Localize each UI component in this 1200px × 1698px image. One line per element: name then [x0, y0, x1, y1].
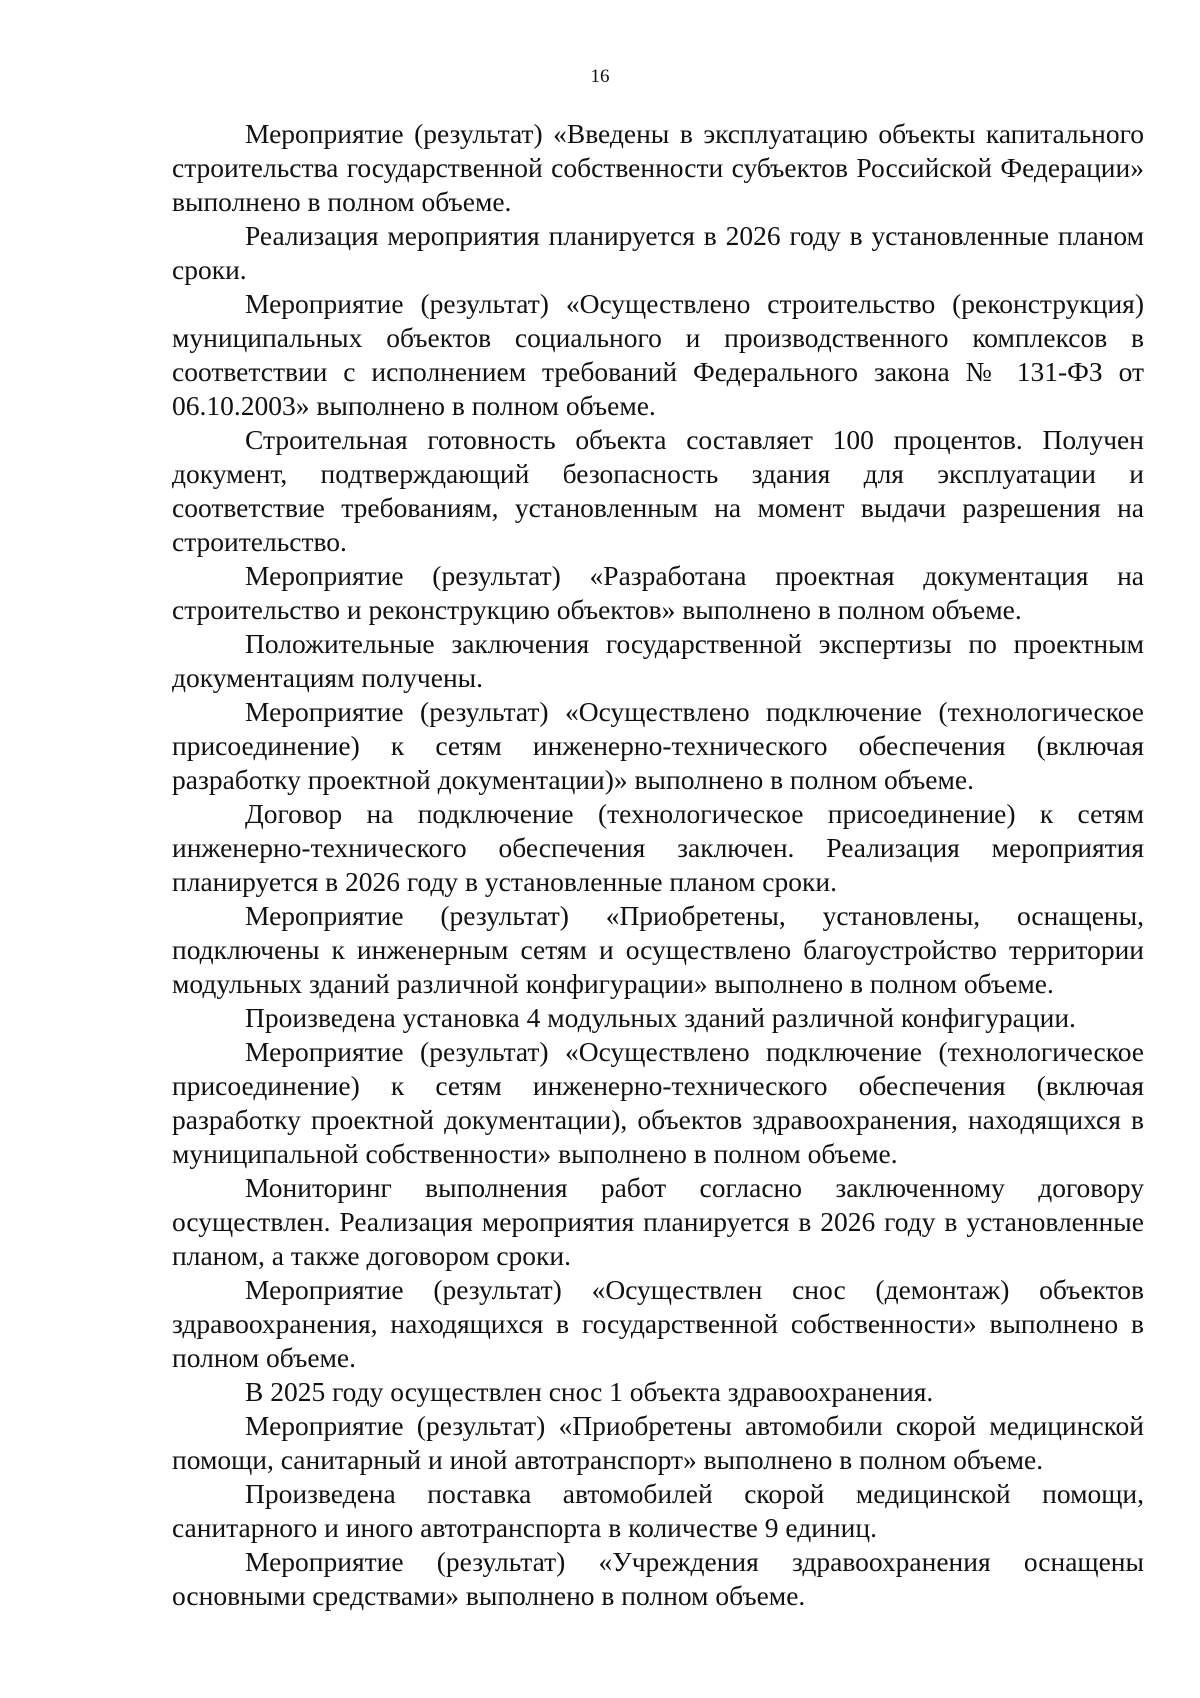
paragraph: Мероприятие (результат) «Введены в эксплуатацию объекты капитального строительства государственной собственности субъектов Российской Федерации» выполнено в полном объеме. [172, 118, 1144, 217]
paragraph: Произведена поставка автомобилей скорой медицинской помощи, санитарного и иного автотранспорта в количестве 9 единиц. [172, 1478, 1144, 1543]
paragraph: Мероприятие (результат) «Осуществлен снос (демонтаж) объектов здравоохранения, находящихся в государственной собственности» выполнено в полном объеме. [172, 1274, 1144, 1373]
paragraph: Произведена установка 4 модульных зданий различной конфигурации. [245, 1002, 1076, 1033]
paragraph: В 2025 году осуществлен снос 1 объекта здравоохранения. [245, 1376, 934, 1407]
paragraph: Реализация мероприятия планируется в 2026 году в установленные планом сроки. [172, 220, 1144, 285]
paragraph: Строительная готовность объекта составляет 100 процентов. Получен документ, подтверждающий безопасность здания для эксплуатации и соответствие требованиям, установленным на момент выдачи разрешения на строительство. [172, 424, 1144, 557]
document-body [172, 117, 1144, 1613]
paragraph: Мероприятие (результат) «Осуществлено подключение (технологическое присоединение) к сетям инженерно-технического обеспечения (включая разработку проектной документации)» выполнено в полном объеме. [172, 696, 1144, 795]
paragraph: Мероприятие (результат) «Разработана проектная документация на строительство и реконструкцию объектов» выполнено в полном объеме. [172, 560, 1144, 625]
paragraph: Мероприятие (результат) «Осуществлено строительство (реконструкция) муниципальных объектов социального и производственного комплексов в соответствии с исполнением требований Федерального закона № 131-ФЗ от 06.10.2003» выполнено в полном объеме. [172, 288, 1144, 421]
paragraph: Мероприятие (результат) «Приобретены, установлены, оснащены, подключены к инженерным сетям и осуществлено благоустройство территории модульных зданий различной конфигурации» выполнено в полном объеме. [172, 900, 1144, 999]
paragraph: Мероприятие (результат) «Приобретены автомобили скорой медицинской помощи, санитарный и иной автотранспорт» выполнено в полном объеме. [172, 1410, 1144, 1475]
page-number: 16 [590, 66, 610, 87]
paragraph: Мероприятие (результат) «Учреждения здравоохранения оснащены основными средствами» выполнено в полном объеме. [172, 1546, 1144, 1611]
paragraph: Мероприятие (результат) «Осуществлено подключение (технологическое присоединение) к сетям инженерно-технического обеспечения (включая разработку проектной документации), объектов здравоохранения, находящихся в муниципальной собственности» выполнено в полном объеме. [172, 1036, 1144, 1169]
paragraph: Договор на подключение (технологическое присоединение) к сетям инженерно-технического обеспечения заключен. Реализация мероприятия планируется в 2026 году в установленные планом сроки. [172, 798, 1144, 897]
paragraph: Мониторинг выполнения работ согласно заключенному договору осуществлен. Реализация мероприятия планируется в 2026 году в установленные планом, а также договором сроки. [172, 1172, 1144, 1271]
paragraph: Положительные заключения государственной экспертизы по проектным документациям получены. [172, 628, 1144, 693]
